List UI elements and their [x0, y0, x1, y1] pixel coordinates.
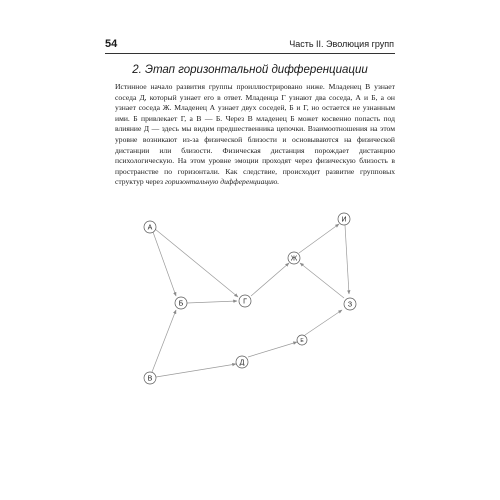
- svg-text:З: З: [347, 301, 353, 309]
- edge-a-g: [155, 229, 238, 297]
- node-zh: [288, 252, 300, 264]
- edge-v-d: [156, 364, 236, 377]
- edge-d-e: [248, 342, 297, 357]
- edge-g-zh: [251, 263, 289, 296]
- node-b: [175, 297, 187, 309]
- paragraph-main-text: Истинное начало развития группы проиллюстрировано ниже. Младенец В узнает соседа Д, который узнает его в ответ. Младенца Г узнают два соседа, А и Б, а он узнает соседа Ж. Младенец А узнает двух соседей, Б и Г, но остается не узнанным ими. Б привлекает Г, а В — Б. Через В младенец Б может косвенно попасть под влияние Д — здесь мы видим предшественника цепочки. Взаимоотношения на этом уровне возникают из-за физической близости и основываются на физической дистанции или близости. Физическая дистанция порождает дистанцию психологическую. На этом уровне эмоции проходят через физическую близость в пространстве по горизонтали. Как следствие, происходит развитие групповых структур через: [115, 82, 395, 187]
- svg-text:Б: Б: [178, 300, 184, 308]
- node-v: [144, 372, 156, 384]
- svg-text:Д: Д: [239, 359, 245, 367]
- node-z: [344, 298, 356, 310]
- svg-text:Г: Г: [243, 298, 247, 306]
- edge-zh-i: [299, 224, 339, 253]
- node-g: [239, 295, 251, 307]
- edge-b-g: [187, 301, 237, 303]
- edge-e-z: [305, 310, 342, 335]
- svg-text:Ж: Ж: [290, 255, 298, 263]
- paragraph-emphasis: горизонтальную дифференциацию.: [164, 177, 280, 187]
- svg-text:И: И: [341, 216, 347, 224]
- node-i: [338, 213, 350, 225]
- svg-text:В: В: [147, 375, 153, 383]
- section-title: 2. Этап горизонтальной дифференциации: [132, 64, 368, 76]
- edge-a-b: [153, 232, 176, 296]
- edge-v-b: [152, 310, 176, 372]
- page-number: 54: [105, 38, 118, 50]
- node-d: [236, 356, 248, 368]
- running-head: Часть II. Эволюция групп: [289, 39, 394, 49]
- edge-z-zh: [300, 263, 344, 298]
- svg-text:А: А: [147, 224, 153, 232]
- node-e: [297, 335, 307, 345]
- svg-text:Е: Е: [300, 338, 304, 344]
- edge-i-z: [345, 225, 349, 294]
- node-a: [144, 221, 156, 233]
